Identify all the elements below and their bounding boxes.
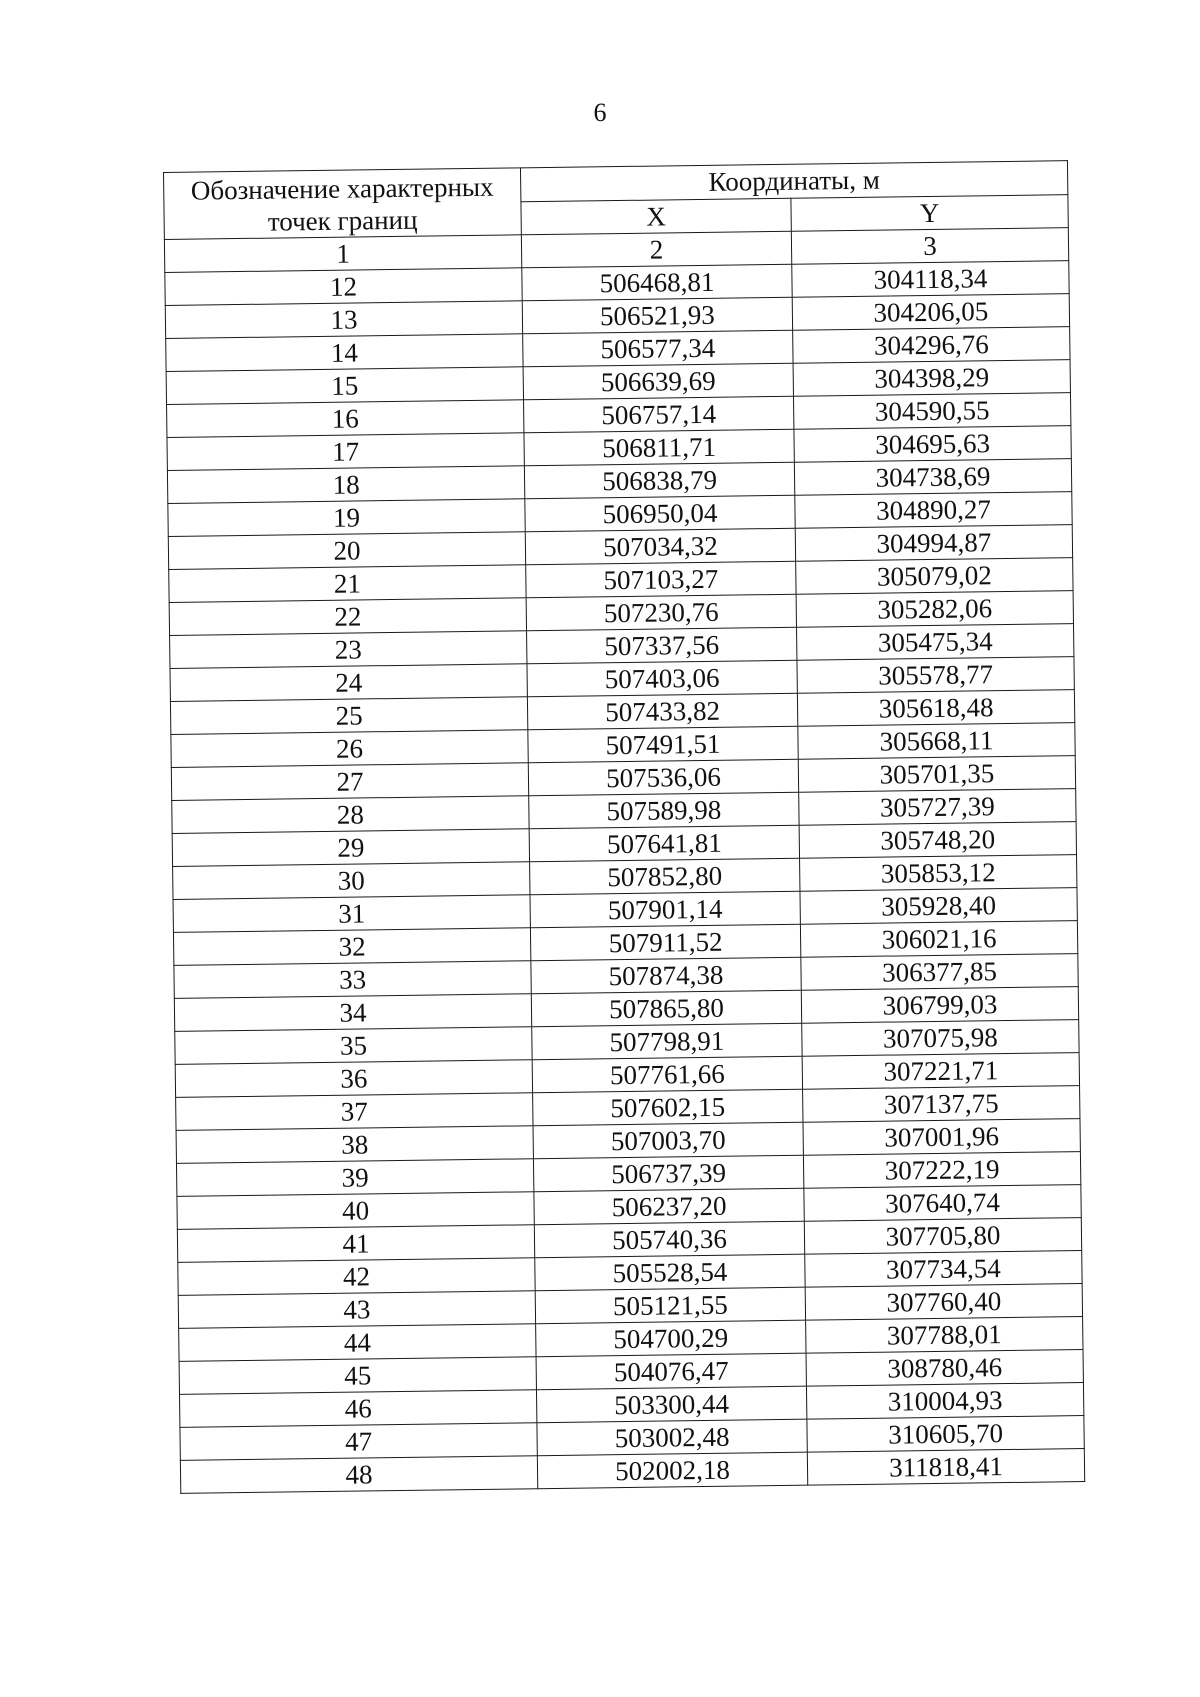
point-cell: 44 [179, 1324, 536, 1362]
column-number-3: 3 [791, 228, 1068, 265]
y-coordinate-cell: 305727,39 [799, 789, 1076, 826]
x-coordinate-cell: 506521,93 [522, 297, 792, 334]
x-coordinate-cell: 507589,98 [529, 792, 799, 829]
y-coordinate-cell: 305928,40 [800, 888, 1077, 925]
x-coordinate-cell: 507761,66 [532, 1056, 802, 1093]
point-cell: 22 [169, 598, 526, 636]
point-cell: 29 [172, 829, 529, 867]
y-coordinate-cell: 310004,93 [806, 1383, 1083, 1420]
y-coordinate-cell: 307734,54 [805, 1251, 1082, 1288]
x-coordinate-cell: 505740,36 [534, 1221, 804, 1258]
header-designation: Обозначение характерных точек границ [164, 168, 522, 240]
point-cell: 12 [165, 268, 522, 306]
y-coordinate-cell: 306021,16 [800, 921, 1077, 958]
column-number-2: 2 [521, 231, 791, 268]
table-header [164, 161, 1069, 273]
x-coordinate-cell: 507230,76 [526, 594, 796, 631]
x-coordinate-cell: 506757,14 [524, 396, 794, 433]
point-cell: 28 [172, 796, 529, 834]
y-coordinate-cell: 311818,41 [807, 1449, 1084, 1486]
point-cell: 18 [167, 466, 524, 504]
x-coordinate-cell: 507103,27 [526, 561, 796, 598]
point-cell: 48 [180, 1456, 537, 1494]
page-number: 6 [593, 98, 607, 127]
x-coordinate-cell: 506737,39 [533, 1155, 803, 1192]
point-cell: 13 [165, 301, 522, 339]
point-cell: 40 [177, 1192, 534, 1230]
header-y: Y [791, 194, 1068, 231]
point-cell: 42 [178, 1258, 535, 1296]
y-coordinate-cell: 306377,85 [801, 954, 1078, 991]
x-coordinate-cell: 505121,55 [535, 1287, 805, 1324]
x-coordinate-cell: 507491,51 [528, 726, 798, 763]
point-cell: 20 [168, 532, 525, 570]
point-cell: 24 [170, 664, 527, 702]
x-coordinate-cell: 506577,34 [523, 330, 793, 367]
x-coordinate-cell: 506811,71 [524, 429, 794, 466]
y-coordinate-cell: 307001,96 [803, 1119, 1080, 1156]
y-coordinate-cell: 307705,80 [804, 1218, 1081, 1255]
y-coordinate-cell: 304206,05 [792, 294, 1069, 331]
point-cell: 37 [176, 1093, 533, 1131]
point-cell: 33 [174, 961, 531, 999]
x-coordinate-cell: 507901,14 [530, 891, 800, 928]
x-coordinate-cell: 507865,80 [531, 990, 801, 1027]
y-coordinate-cell: 307075,98 [802, 1020, 1079, 1057]
y-coordinate-cell: 305853,12 [800, 855, 1077, 892]
y-coordinate-cell: 305475,34 [797, 624, 1074, 661]
y-coordinate-cell: 307788,01 [806, 1317, 1083, 1354]
point-cell: 35 [175, 1027, 532, 1065]
y-coordinate-cell: 307640,74 [804, 1185, 1081, 1222]
x-coordinate-cell: 507403,06 [527, 660, 797, 697]
x-coordinate-cell: 506237,20 [534, 1188, 804, 1225]
point-cell: 46 [180, 1390, 537, 1428]
column-number-1: 1 [164, 235, 521, 273]
x-coordinate-cell: 503002,48 [537, 1419, 807, 1456]
point-cell: 16 [167, 400, 524, 438]
point-cell: 31 [173, 895, 530, 933]
x-coordinate-cell: 504700,29 [536, 1320, 806, 1357]
x-coordinate-cell: 506838,79 [524, 462, 794, 499]
y-coordinate-cell: 304118,34 [792, 261, 1069, 298]
y-coordinate-cell: 304695,63 [794, 426, 1071, 463]
x-coordinate-cell: 503300,44 [536, 1386, 806, 1423]
point-cell: 39 [176, 1159, 533, 1197]
x-coordinate-cell: 507798,91 [532, 1023, 802, 1060]
point-cell: 34 [174, 994, 531, 1032]
point-cell: 41 [177, 1225, 534, 1263]
point-cell: 30 [173, 862, 530, 900]
x-coordinate-cell: 507874,38 [531, 957, 801, 994]
y-coordinate-cell: 305618,48 [797, 690, 1074, 727]
y-coordinate-cell: 305668,11 [798, 723, 1075, 760]
x-coordinate-cell: 507034,32 [525, 528, 795, 565]
y-coordinate-cell: 307760,40 [805, 1284, 1082, 1321]
point-cell: 19 [168, 499, 525, 537]
x-coordinate-cell: 506950,04 [525, 495, 795, 532]
header-x: X [521, 198, 791, 235]
y-coordinate-cell: 305282,06 [796, 591, 1073, 628]
y-coordinate-cell: 307222,19 [803, 1152, 1080, 1189]
x-coordinate-cell: 507911,52 [530, 924, 800, 961]
point-cell: 21 [169, 565, 526, 603]
x-coordinate-cell: 502002,18 [537, 1452, 807, 1489]
x-coordinate-cell: 507536,06 [528, 759, 798, 796]
x-coordinate-cell: 504076,47 [536, 1353, 806, 1390]
x-coordinate-cell: 507602,15 [533, 1089, 803, 1126]
x-coordinate-cell: 507337,56 [527, 627, 797, 664]
point-cell: 36 [175, 1060, 532, 1098]
y-coordinate-cell: 308780,46 [806, 1350, 1083, 1387]
x-coordinate-cell: 507433,82 [527, 693, 797, 730]
point-cell: 23 [170, 631, 527, 669]
x-coordinate-cell: 507641,81 [529, 825, 799, 862]
y-coordinate-cell: 304590,55 [793, 393, 1070, 430]
point-cell: 26 [171, 730, 528, 768]
point-cell: 43 [178, 1291, 535, 1329]
y-coordinate-cell: 307137,75 [803, 1086, 1080, 1123]
x-coordinate-cell: 507003,70 [533, 1122, 803, 1159]
point-cell: 47 [180, 1423, 537, 1461]
y-coordinate-cell: 304994,87 [795, 525, 1072, 562]
point-cell: 15 [166, 367, 523, 405]
table-body [165, 261, 1085, 1494]
point-cell: 27 [171, 763, 528, 801]
point-cell: 25 [170, 697, 527, 735]
y-coordinate-cell: 307221,71 [802, 1053, 1079, 1090]
x-coordinate-cell: 507852,80 [530, 858, 800, 895]
y-coordinate-cell: 305748,20 [799, 822, 1076, 859]
y-coordinate-cell: 305701,35 [798, 756, 1075, 793]
coordinates-table [163, 160, 1085, 1494]
point-cell: 14 [166, 334, 523, 372]
x-coordinate-cell: 506639,69 [523, 363, 793, 400]
y-coordinate-cell: 304398,29 [793, 360, 1070, 397]
y-coordinate-cell: 304296,76 [793, 327, 1070, 364]
y-coordinate-cell: 306799,03 [801, 987, 1078, 1024]
point-cell: 17 [167, 433, 524, 471]
y-coordinate-cell: 310605,70 [807, 1416, 1084, 1453]
x-coordinate-cell: 505528,54 [535, 1254, 805, 1291]
y-coordinate-cell: 305079,02 [796, 558, 1073, 595]
x-coordinate-cell: 506468,81 [522, 264, 792, 301]
y-coordinate-cell: 305578,77 [797, 657, 1074, 694]
point-cell: 38 [176, 1126, 533, 1164]
y-coordinate-cell: 304890,27 [795, 492, 1072, 529]
point-cell: 45 [179, 1357, 536, 1395]
header-coordinates: Координаты, м [520, 161, 1067, 202]
y-coordinate-cell: 304738,69 [794, 459, 1071, 496]
point-cell: 32 [173, 928, 530, 966]
